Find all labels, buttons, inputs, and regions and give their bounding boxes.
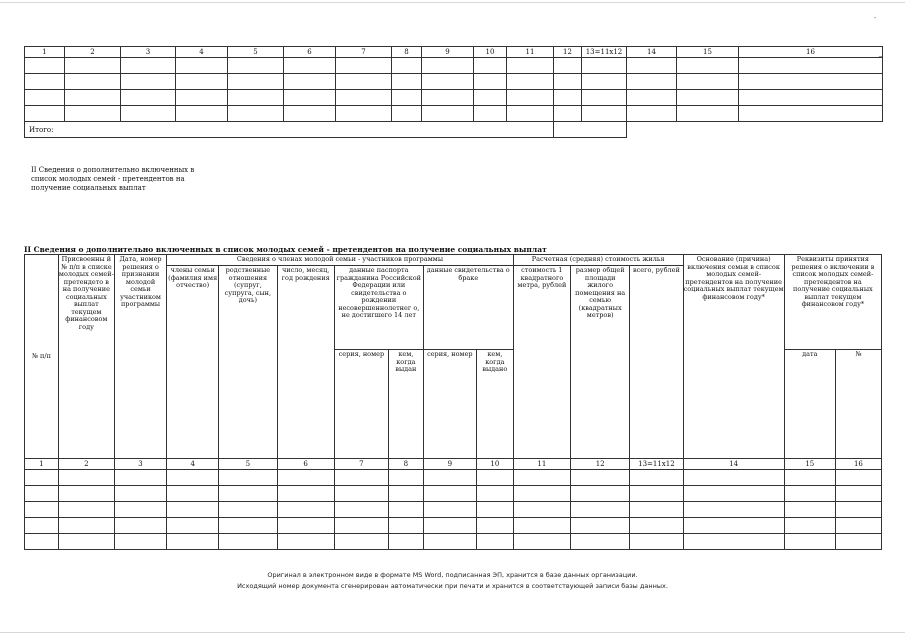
- header-family-members-group: Сведения о членах молодой семьи - участников программы: [167, 255, 514, 266]
- header-date: дата: [784, 350, 835, 459]
- main-table: [24, 254, 882, 550]
- column-number: 5: [228, 47, 284, 58]
- header-marriage: данные свидетельства о браке: [423, 266, 513, 350]
- column-number: 4: [176, 47, 228, 58]
- column-number: 5: [219, 459, 277, 470]
- header-marriage-series: серия, номер: [423, 350, 476, 459]
- bottom-page-rule: [0, 632, 905, 633]
- column-number: 6: [284, 47, 336, 58]
- header-passport: данные паспорта гражданина Российской Федерации или свидетельства о рождении несовершеннолетнег о, не достигшего 14 лет: [334, 266, 423, 350]
- table-row: [25, 470, 882, 486]
- header-number: №: [835, 350, 881, 459]
- header-assigned-number: Присвоенны й № п/п в списке молодых семей-претендето в на получение социальных выплат текущем финансовом году: [58, 255, 114, 459]
- column-numbers-row: [25, 47, 883, 58]
- corner-mark: -: [874, 14, 877, 22]
- header-cost-group: Расчетная (средняя) стоимость жилья: [513, 255, 683, 266]
- header-marriage-issued: кем, когда выдано: [476, 350, 513, 459]
- header-relation: родственные отношения (супруг, супруга, сын, дочь): [219, 266, 277, 459]
- column-number: 10: [474, 47, 507, 58]
- column-number: 14: [627, 47, 677, 58]
- header-area: размер общей площади жилого помещения на семью (квадратных метров): [571, 266, 630, 459]
- table-row: [25, 90, 883, 106]
- column-number: 9: [422, 47, 474, 58]
- column-number: 2: [65, 47, 121, 58]
- table-row: [25, 58, 883, 74]
- footer-line-1: Оригинал в электронном виде в формате MS Word, подписанная ЭП, хранится в базе данных организации.: [267, 571, 638, 579]
- total-row: [25, 122, 883, 138]
- header-birth-date: число, месяц, год рождения: [277, 266, 334, 459]
- column-number: 6: [277, 459, 334, 470]
- column-numbers-row: [25, 459, 882, 470]
- header-members: члены семьи (фамилия имя отчество): [167, 266, 219, 459]
- column-number: 10: [476, 459, 513, 470]
- table-row: [25, 518, 882, 534]
- column-number: 8: [388, 459, 423, 470]
- column-number: 3: [114, 459, 166, 470]
- table-row: [25, 106, 883, 122]
- column-number: 12: [554, 47, 582, 58]
- column-number: 13=11x12: [582, 47, 627, 58]
- header-details-group: Реквизиты принятия решения о включении в список молодых семей-претендентов на получение социальных выплат текущем финансовом году*: [784, 255, 881, 350]
- table-row: [25, 486, 882, 502]
- header-no: № п/п: [25, 255, 59, 459]
- column-number: 13=11x12: [630, 459, 683, 470]
- column-number: 2: [58, 459, 114, 470]
- column-number: 1: [25, 47, 65, 58]
- column-number: 4: [167, 459, 219, 470]
- column-number: 15: [784, 459, 835, 470]
- header-total: всего, рублей: [630, 266, 683, 459]
- column-number: 16: [835, 459, 881, 470]
- column-number: 14: [683, 459, 784, 470]
- column-number: 8: [392, 47, 422, 58]
- header-passport-series: серия, номер: [334, 350, 388, 459]
- header-decision-date: Дата, номер решения о признании молодой семьи участником программы: [114, 255, 166, 459]
- table-row: [25, 534, 882, 550]
- column-number: 9: [423, 459, 476, 470]
- section-note: II Сведения о дополнительно включенных в список молодых семей - претендентов на получение социальных выплат: [31, 166, 195, 192]
- column-number: 16: [739, 47, 883, 58]
- column-number: 11: [513, 459, 570, 470]
- column-number: 7: [336, 47, 392, 58]
- header-passport-issued: кем, когда выдан: [388, 350, 423, 459]
- column-number: 7: [334, 459, 388, 470]
- column-number: 15: [677, 47, 739, 58]
- column-number: 1: [25, 459, 59, 470]
- header-reason: Основание (причина) включения семьи в список молодых семей-претендентов на получение социальных выплат текущем финансовом году*: [683, 255, 784, 459]
- top-page-rule: [0, 2, 905, 3]
- total-label: Итого:: [25, 122, 554, 138]
- footer-line-2: Исходящий номер документа сгенерирован автоматически при печати и хранится в соответствующей записи базы данных.: [237, 582, 668, 590]
- column-number: 12: [571, 459, 630, 470]
- corner-mark: ~: [878, 53, 884, 61]
- table-row: [25, 502, 882, 518]
- section-title: II Сведения о дополнительно включенных в список молодых семей - претендентов на получение социальных выплат: [24, 245, 547, 254]
- table-row: [25, 74, 883, 90]
- column-number: 3: [121, 47, 176, 58]
- column-number: 11: [507, 47, 554, 58]
- top-table: [24, 46, 883, 138]
- header-sqm-cost: стоимость 1 квадратного метра, рублей: [513, 266, 570, 459]
